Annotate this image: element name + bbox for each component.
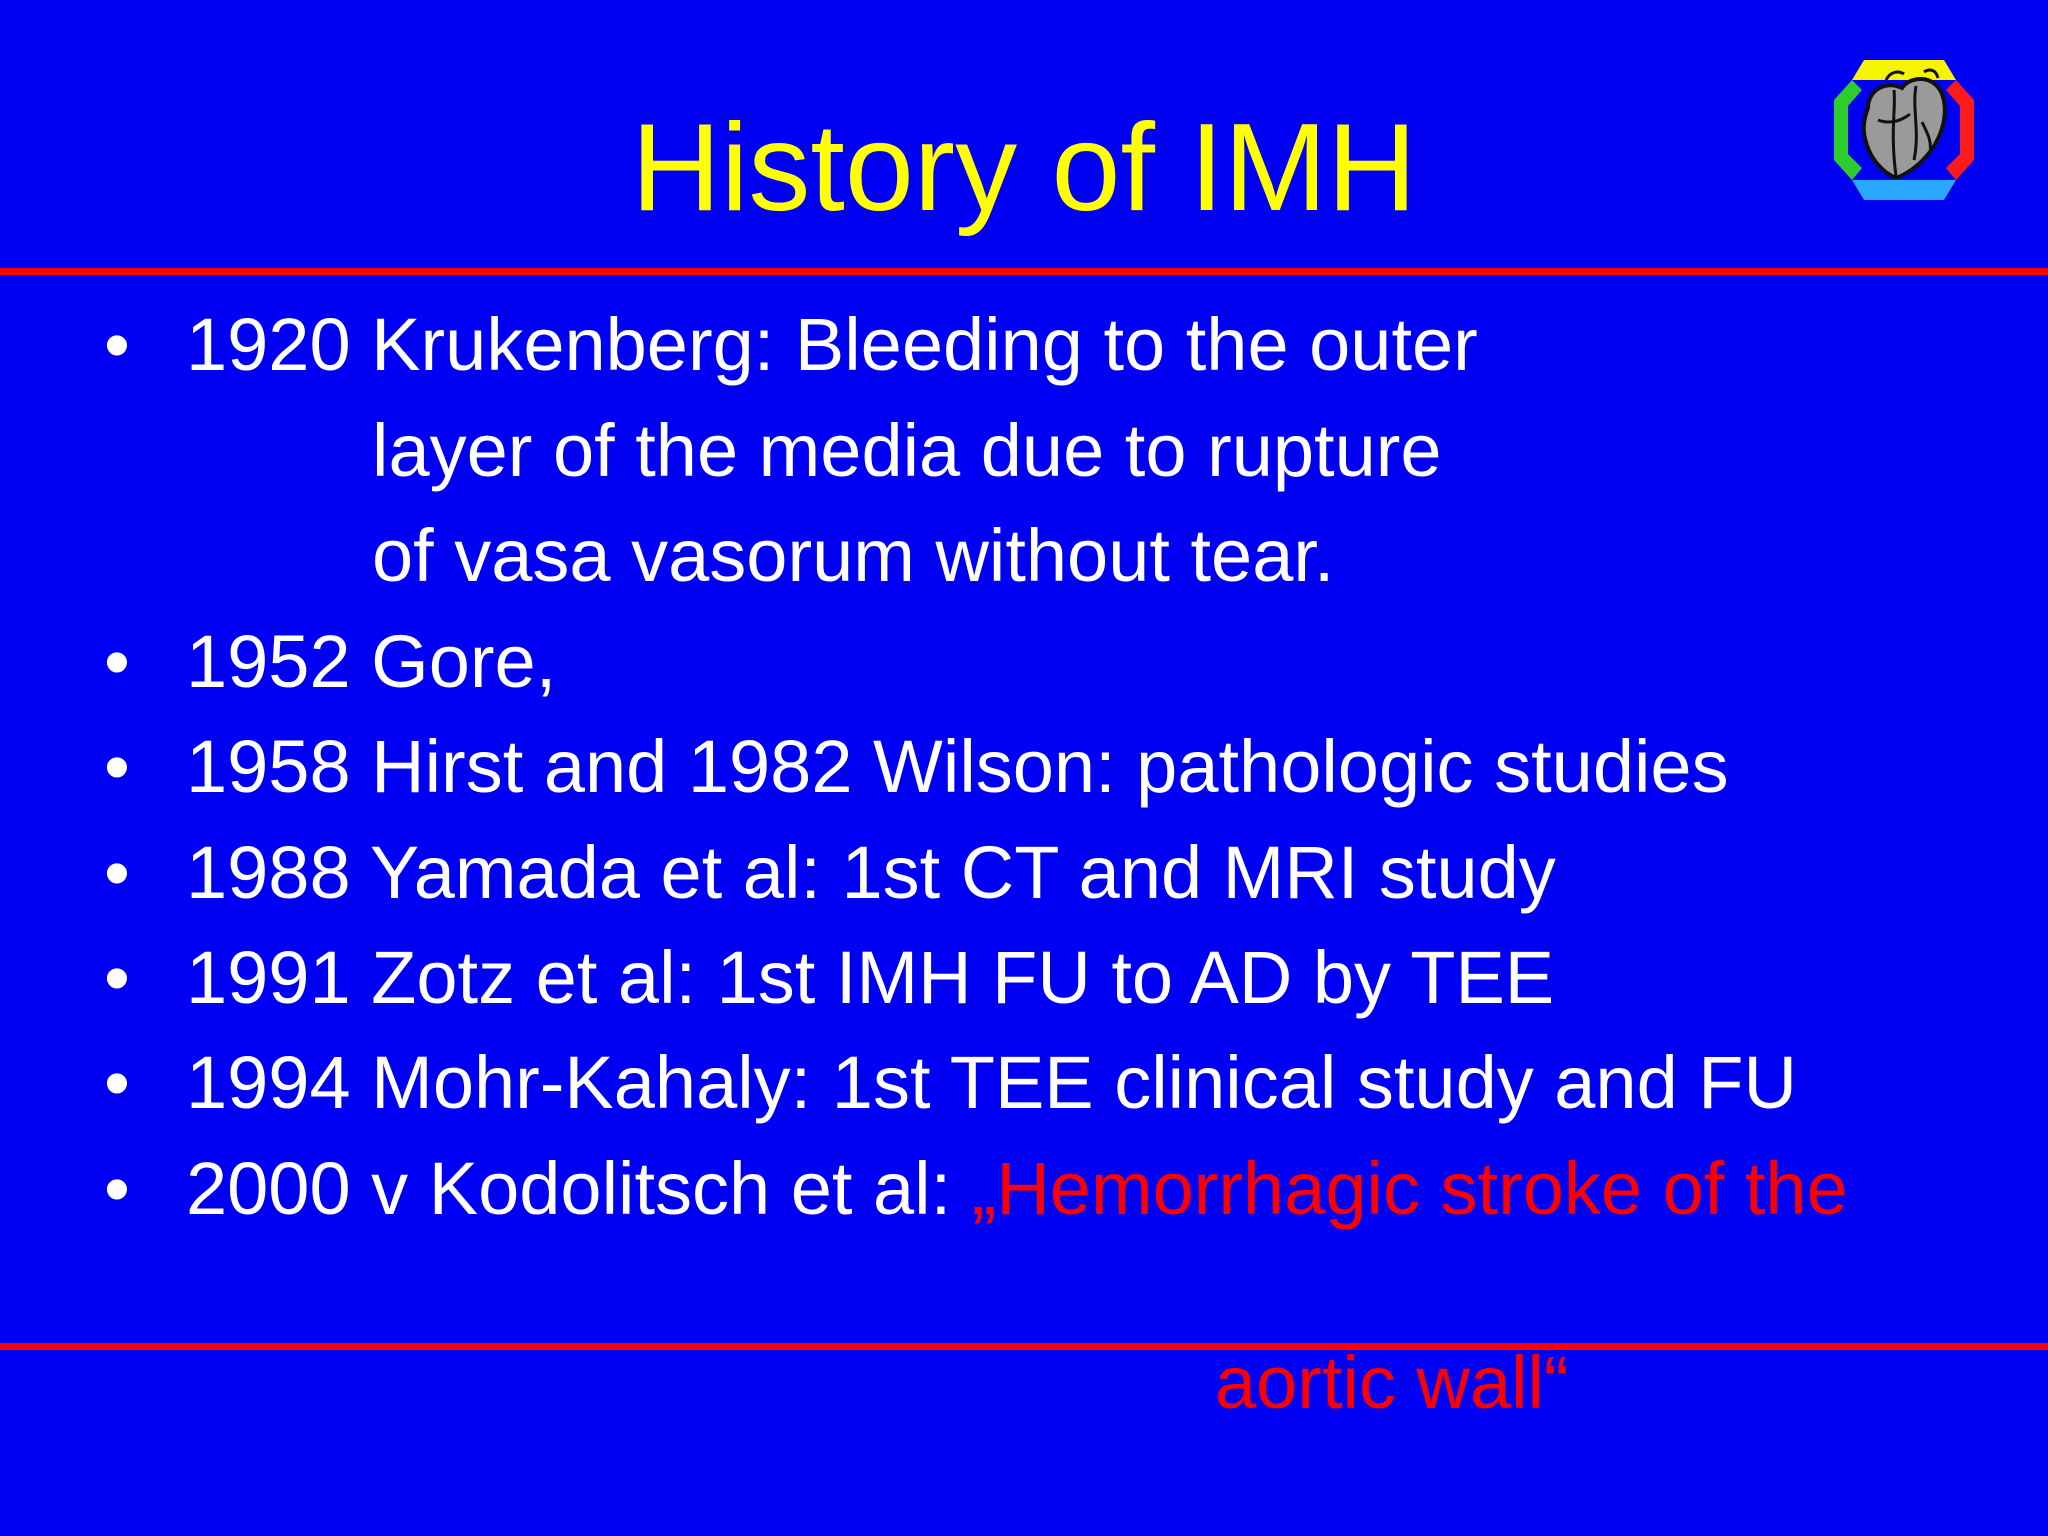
item-text: 1920 Krukenberg: Bleeding to the outer: [186, 303, 1478, 386]
item-text-lead: 2000 v Kodolitsch et al:: [186, 1147, 972, 1230]
highlight-quote-continuation: aortic wall“: [1215, 1341, 1569, 1424]
bullet: •: [104, 303, 130, 386]
item-text: 1958 Hirst and 1982 Wilson: pathologic studies: [186, 725, 1729, 808]
item-text: 1991 Zotz et al: 1st IMH FU to AD by TEE: [186, 936, 1555, 1019]
bullet: •: [104, 1147, 130, 1230]
item-text: of vasa vasorum without tear.: [372, 514, 1335, 597]
bullet: •: [104, 725, 130, 808]
heart-logo-icon: [1824, 50, 1984, 210]
bullet: •: [104, 936, 130, 1019]
bottom-divider: [0, 1343, 2048, 1350]
bullet: •: [104, 620, 130, 703]
slide-title: History of IMH: [631, 99, 1417, 237]
item-text: 1952 Gore,: [186, 620, 557, 703]
item-text: 1994 Mohr-Kahaly: 1st TEE clinical study and FU: [186, 1041, 1797, 1124]
bullet: •: [104, 1041, 130, 1124]
highlight-quote: „Hemorrhagic stroke of the: [971, 1147, 1848, 1230]
item-text: [186, 1146, 1848, 1232]
item-text: 1988 Yamada et al: 1st CT and MRI study: [186, 831, 1556, 914]
bullet: •: [104, 831, 130, 914]
top-divider: [0, 268, 2048, 275]
item-text: layer of the media due to rupture: [372, 409, 1442, 492]
